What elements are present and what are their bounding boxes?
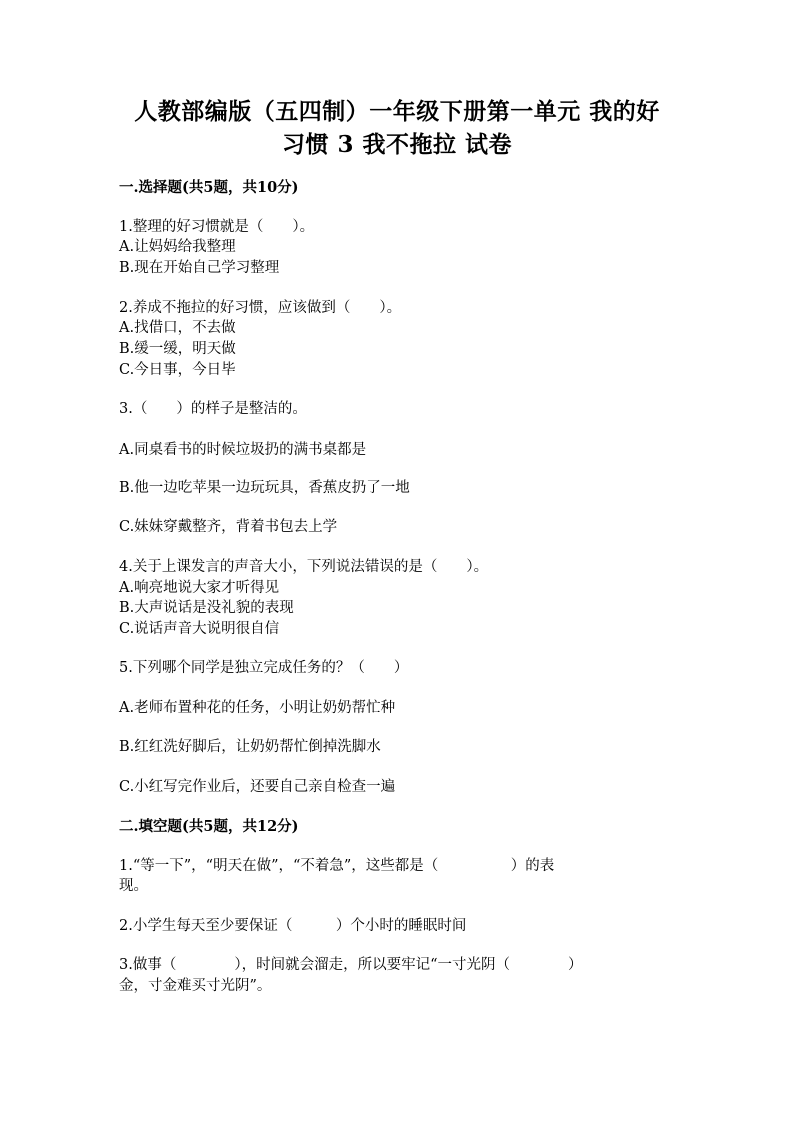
- question-3-option-c: C.妹妹穿戴整齐，背着书包去上学: [119, 519, 338, 535]
- question-4-stem: 4.关于上课发言的声音大小，下列说法错误的是（ ）。: [119, 559, 489, 575]
- question-2-option-c: C.今日事，今日毕: [119, 362, 236, 378]
- section-heading-fill-blank: 二.填空题(共5题，共12分): [119, 818, 299, 835]
- question-5-option-c: C.小红写完作业后，还要自己亲自检查一遍: [119, 779, 396, 795]
- question-4-option-a: A.响亮地说大家才听得见: [119, 580, 280, 596]
- question-2-option-b: B.缓一缓，明天做: [119, 341, 236, 357]
- fill-question-1-line-2: 现。: [119, 878, 148, 894]
- fill-question-1-line-1: 1.“等一下”，“明天在做”，“不着急”，这些都是（ ）的表: [119, 858, 555, 874]
- question-1-option-b: B.现在开始自己学习整理: [119, 260, 280, 276]
- exam-title-line-2: 习惯 3 我不拖拉 试卷: [281, 131, 513, 158]
- question-2-stem: 2.养成不拖拉的好习惯，应该做到（ ）。: [119, 300, 402, 316]
- question-5-stem: 5.下列哪个同学是独立完成任务的？（ ）: [119, 660, 409, 676]
- question-3-option-a: A.同桌看书的时候垃圾扔的满书桌都是: [119, 442, 367, 458]
- fill-question-2: 2.小学生每天至少要保证（ ）个小时的睡眠时间: [119, 918, 467, 934]
- question-2-option-a: A.找借口，不去做: [119, 320, 236, 336]
- question-4-option-b: B.大声说话是没礼貌的表现: [119, 600, 294, 616]
- section-heading-choice: 一.选择题(共5题，共10分): [119, 179, 299, 196]
- fill-question-3-line-2: 金，寸金难买寸光阴”。: [119, 978, 272, 994]
- question-5-option-a: A.老师布置种花的任务，小明让奶奶帮忙种: [119, 700, 396, 716]
- question-1-stem: 1.整理的好习惯就是（ ）。: [119, 219, 315, 235]
- question-5-option-b: B.红红洗好脚后，让奶奶帮忙倒掉洗脚水: [119, 739, 381, 755]
- question-4-option-c: C.说话声音大说明很自信: [119, 621, 280, 637]
- question-3-stem: 3.（ ）的样子是整洁的。: [119, 401, 307, 417]
- exam-title-line-1: 人教部编版（五四制）一年级下册第一单元 我的好: [134, 98, 660, 125]
- question-1-option-a: A.让妈妈给我整理: [119, 239, 236, 255]
- fill-question-3-line-1: 3.做事（ ），时间就会溜走，所以要牢记“一寸光阴（ ）: [119, 957, 583, 973]
- question-3-option-b: B.他一边吃苹果一边玩玩具，香蕉皮扔了一地: [119, 480, 410, 496]
